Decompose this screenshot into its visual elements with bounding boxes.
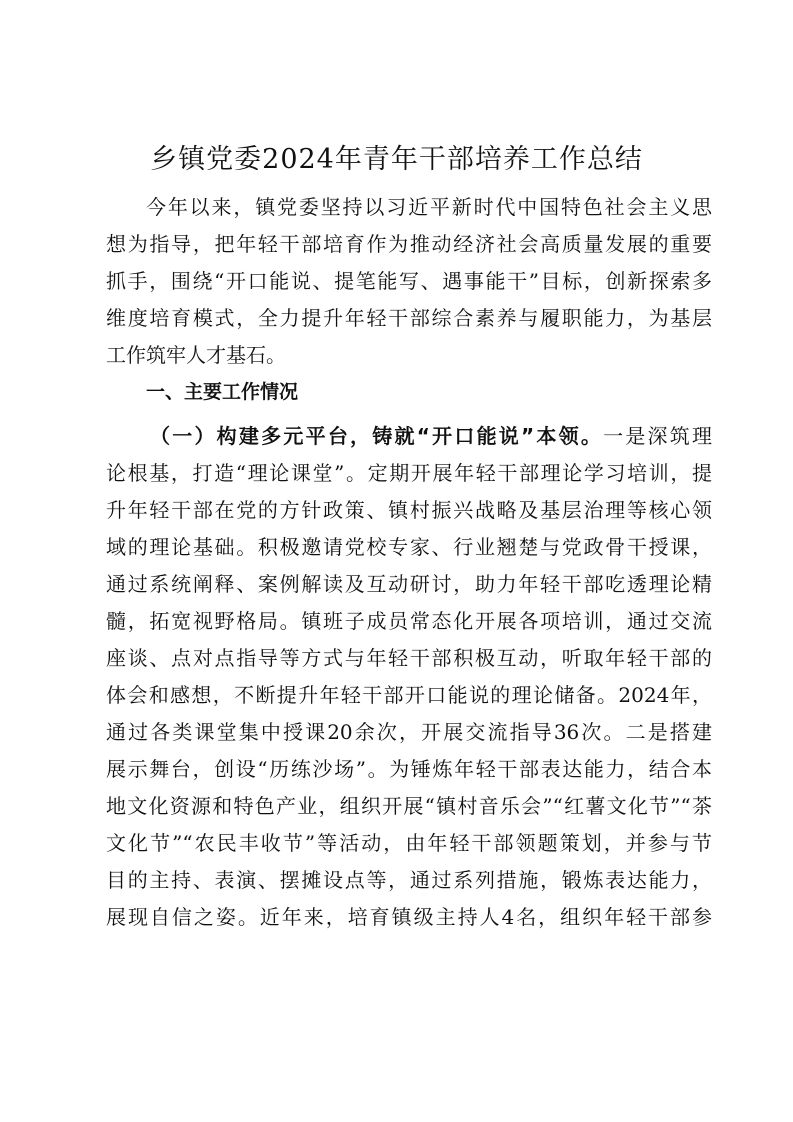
body-line: 域的理论基础。积极邀请党校专家、行业翘楚与党政骨干授课， [106,535,712,559]
subsection-first-line-text: 一是深筑理 [603,424,713,448]
body-line: 髓，拓宽视野格局。镇班子成员常态化开展各项培训，通过交流 [106,609,712,633]
intro-line: 想为指导，把年轻干部培育作为推动经济社会高质量发展的重要 [106,232,712,256]
subsection-first-line [150,423,712,449]
intro-line: 今年以来，镇党委坚持以习近平新时代中国特色社会主义思 [146,195,712,219]
body-line: 展现自信之姿。近年来，培育镇级主持人4名，组织年轻干部参 [106,905,712,929]
body-line: 升年轻干部在党的方针政策、镇村振兴战略及基层治理等核心领 [106,498,712,522]
intro-line: 工作筑牢人才基石。 [106,343,286,367]
document-title: 乡镇党委2024年青年干部培养工作总结 [150,144,643,175]
intro-line: 维度培育模式，全力提升年轻干部综合素养与履职能力，为基层 [106,306,712,330]
body-line: 通过系统阐释、案例解读及互动研讨，助力年轻干部吃透理论精 [106,572,712,596]
body-line: 论根基，打造“理论课堂”。定期开展年轻干部理论学习培训，提 [106,461,712,485]
section-heading: 一、主要工作情况 [146,381,299,403]
body-line: 文化节”“农民丰收节”等活动，由年轻干部领题策划，并参与节 [106,831,712,855]
body-line: 展示舞台，创设“历练沙场”。为锤炼年轻干部表达能力，结合本 [106,757,712,781]
body-line: 体会和感想，不断提升年轻干部开口能说的理论储备。2024年， [106,683,712,707]
body-line: 座谈、点对点指导等方式与年轻干部积极互动，听取年轻干部的 [106,646,712,670]
body-line: 地文化资源和特色产业，组织开展“镇村音乐会”“红薯文化节”“茶 [106,794,712,818]
body-line: 目的主持、表演、摆摊设点等，通过系列措施，锻炼表达能力， [106,868,712,892]
subsection-heading: （一）构建多元平台，铸就“开口能说”本领。 [150,424,604,448]
body-line: 通过各类课堂集中授课20余次，开展交流指导36次。二是搭建 [106,720,712,744]
intro-line: 抓手，围绕“开口能说、提笔能写、遇事能干”目标，创新探索多 [106,269,712,293]
